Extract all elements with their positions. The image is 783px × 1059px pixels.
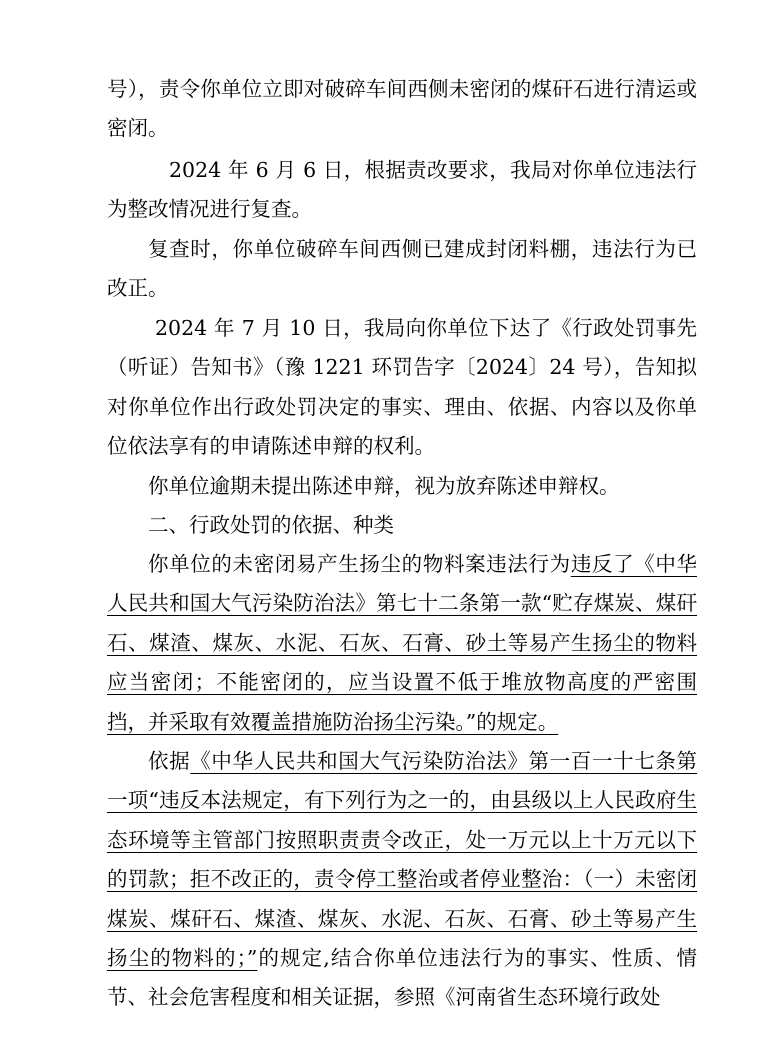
- paragraph-penalty-basis: [107, 742, 697, 1018]
- paragraph-text: 的规定,结合你单位违法行为的事实、性质、情节、社会危害程度和相关证据，参照《河南省生态环境行政处: [107, 946, 697, 1010]
- paragraph-text: 2024 年 7 月 10 日，我局向你单位下达了《行政处罚事先（听证）告知书》（豫 1221 环罚告字〔2024〕24 号），告知拟对你单位作出行政处罚决定的事实、理由、依据、内容以及你单位依法享有的申请陈述申辩的权利。: [107, 316, 697, 459]
- paragraph-text: 复查时，你单位破碎车间西侧已建成封闭料棚，违法行为已改正。: [107, 237, 697, 301]
- underlined-law-citation: 《中华人民共和国大气污染防治法》第一百一十七条第一项“违反本法规定，有下列行为之一的，由县级以上人民政府生态环境等主管部门按照职责责令改正，处一万元以上十万元以下的罚款；拒不改正的，责令停工整治或者停业整治：（一）未密闭煤炭、煤矸石、煤渣、煤灰、水泥、石灰、石膏、砂土等易产生扬尘的物料的；”: [107, 749, 697, 971]
- paragraph-text: 号），责令你单位立即对破碎车间西侧未密闭的煤矸石进行清运或密闭。: [107, 77, 697, 141]
- underlined-law-citation: 违反了《中华人民共和国大气污染防治法》第七十二条第一款“贮存煤炭、煤矸石、煤渣、煤灰、水泥、石灰、石膏、砂土等易产生扬尘的物料应当密闭；不能密闭的，应当设置不低于堆放物高度的严密围挡，并采取有效覆盖措施防治扬尘污染。”的规定。: [107, 552, 698, 734]
- section-heading-basis-and-type: [107, 506, 697, 545]
- paragraph-no-defense: [107, 467, 697, 506]
- section-heading-text: 二、行政处罚的依据、种类: [148, 513, 394, 537]
- paragraph-violation-basis: [107, 545, 697, 742]
- paragraph-review-date: [107, 151, 697, 230]
- paragraph-hearing-notice: [107, 309, 697, 467]
- paragraph-review-result: [107, 230, 697, 309]
- paragraph-text: 你单位的未密闭易产生扬尘的物料案违法行为: [148, 552, 571, 576]
- paragraph-text: 2024 年 6 月 6 日，根据责改要求，我局对你单位违法行为整改情况进行复查。: [107, 158, 697, 222]
- paragraph-text: 依据: [148, 749, 191, 773]
- paragraph-text: 你单位逾期未提出陈述申辩，视为放弃陈述申辩权。: [148, 474, 620, 498]
- paragraph-order-continuation: [107, 70, 697, 149]
